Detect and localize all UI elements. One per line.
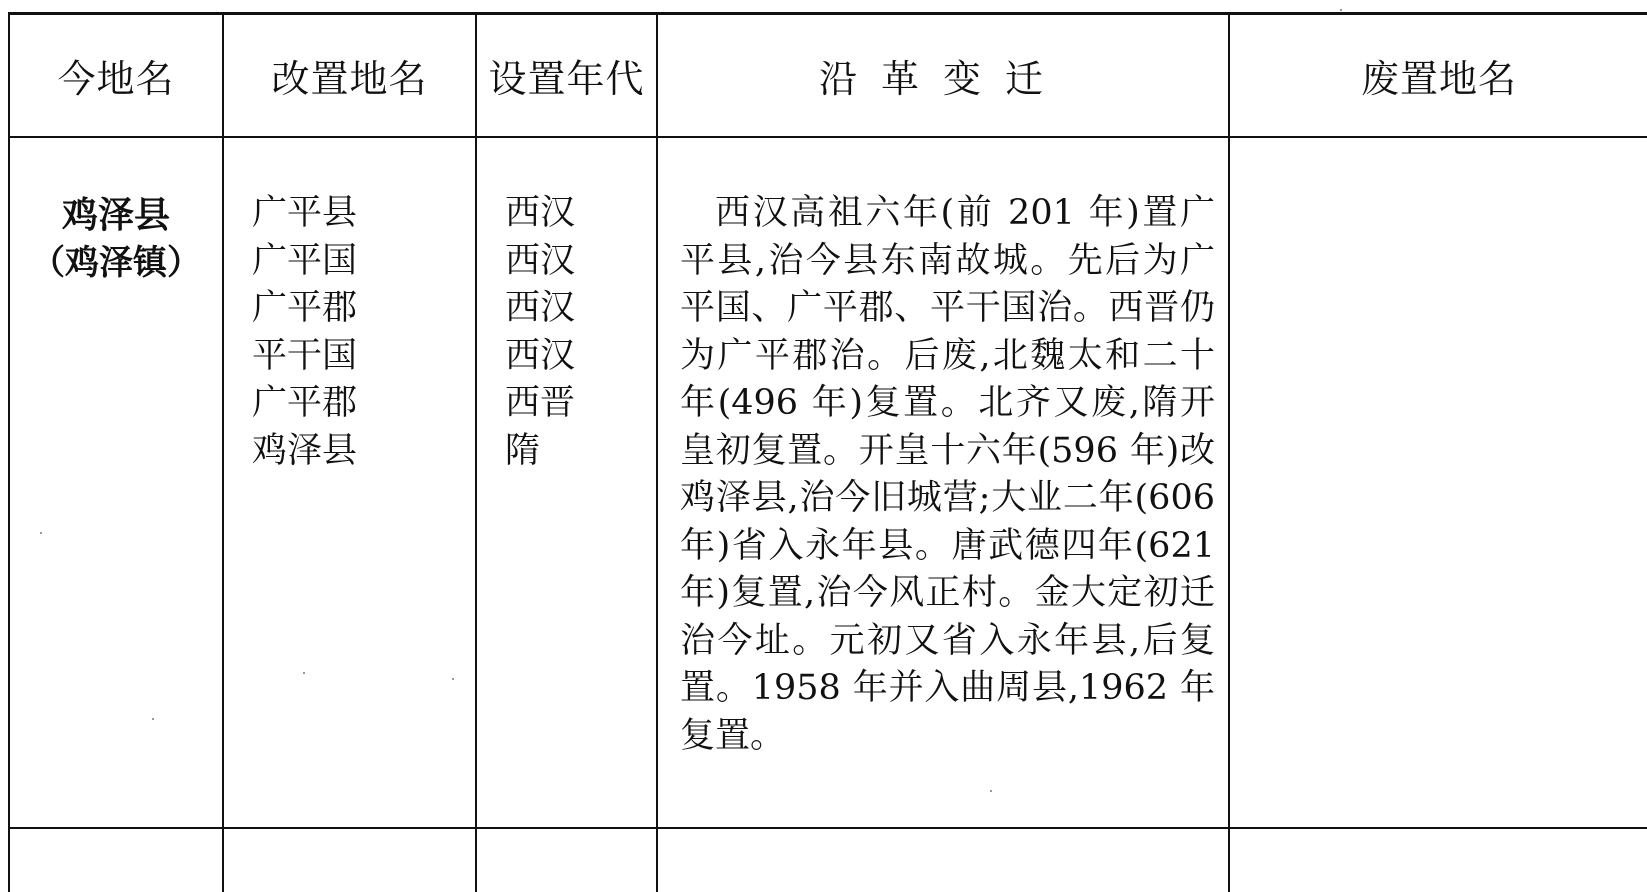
- renamed-place: 广平郡: [252, 383, 358, 423]
- header-era: 设置年代: [488, 56, 645, 101]
- era: 西晋: [505, 383, 576, 423]
- scan-speck: [452, 678, 454, 680]
- column-divider: [656, 12, 658, 892]
- era: 西汉: [505, 240, 576, 281]
- renamed-place: 鸡泽县: [252, 430, 358, 471]
- history-text: 西汉高祖六年(前 201 年)置广平县,治今县东南故城。先后为广平国、广平郡、平干国治。西晋仍为广平郡治。后废,北魏太和二十年(496 年)复置。北齐又废,隋开皇初复置。开皇十六年(596 年)改鸡泽县,治今旧城营;大业二年(606 年)省入永年县。唐武德四年(621 年)复置,治今风正村。金大定初迁治今址。元初又省入永年县,后复置。1958 年并入曲周县,1962 年复置。: [680, 193, 1215, 756]
- column-divider: [222, 12, 224, 892]
- scan-speck: [1340, 9, 1342, 11]
- scan-speck: [40, 532, 42, 534]
- renamed-place: 广平县: [252, 193, 358, 233]
- present-name-sub: （鸡泽镇）: [31, 242, 201, 283]
- column-divider: [1228, 12, 1230, 892]
- scan-speck: [152, 718, 154, 720]
- eras-cell: [505, 190, 655, 475]
- era: 西汉: [505, 288, 576, 328]
- present-name-cell: [10, 192, 222, 287]
- renamed-place: 平干国: [252, 335, 358, 376]
- header-present-name: 今地名: [57, 56, 175, 101]
- row-bottom-border: [8, 827, 1647, 829]
- renamed-place: 广平郡: [252, 288, 358, 328]
- era: 西汉: [505, 193, 576, 233]
- era: 隋: [505, 430, 541, 471]
- renamed-places-cell: [252, 190, 472, 475]
- header-renamed-place: 改置地名: [271, 56, 428, 101]
- header-bottom-border: [8, 136, 1647, 138]
- column-divider: [475, 12, 477, 892]
- era: 西汉: [505, 335, 576, 376]
- present-name: 鸡泽县: [61, 194, 170, 236]
- table-left-border: [8, 12, 10, 892]
- scan-speck: [990, 790, 992, 792]
- header-history: 沿革变迁: [818, 56, 1067, 101]
- renamed-place: 广平国: [252, 240, 358, 281]
- scan-speck: [303, 672, 305, 674]
- header-abolished-name: 废置地名: [1360, 56, 1517, 101]
